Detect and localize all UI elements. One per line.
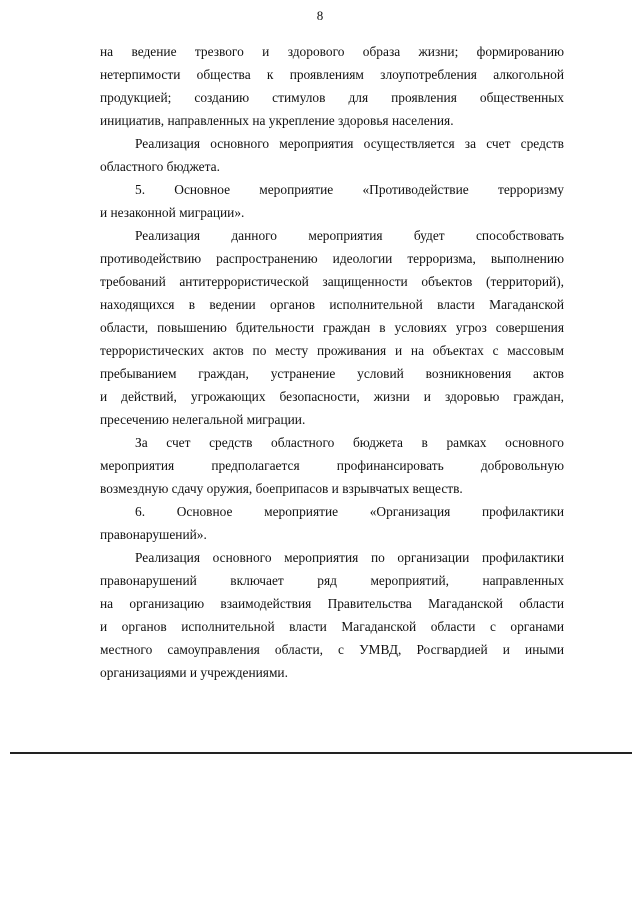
section-heading-6: 6. Основное мероприятие «Организация профилактики: [135, 504, 564, 519]
text-line: требований антитеррористической защищенности объектов (территорий),: [100, 274, 564, 289]
text-line: Реализация основного мероприятия осуществляется за счет средств: [135, 136, 564, 151]
text-line: пресечению нелегальной миграции.: [100, 412, 306, 427]
text-line: противодействию распространению идеологии терроризма, выполнению: [100, 251, 564, 266]
text-line: За счет средств областного бюджета в рамках основного: [135, 435, 564, 450]
text-line: пребыванием граждан, устранение условий возникновения актов: [100, 366, 564, 381]
text-line: инициатив, направленных на укрепление здоровья населения.: [100, 113, 454, 128]
text-line: областного бюджета.: [100, 159, 220, 174]
text-line: правонарушений включает ряд мероприятий, направленных: [100, 573, 564, 588]
text-line: террористических актов по месту проживания и на объектах с массовым: [100, 343, 564, 358]
text-line: на организацию взаимодействия Правительства Магаданской области: [100, 596, 564, 611]
text-line: на ведение трезвого и здорового образа жизни; формированию: [100, 44, 564, 59]
text-line: и органов исполнительной власти Магаданской области с органами: [100, 619, 564, 634]
text-line: и действий, угрожающих безопасности, жизни и здоровью граждан,: [100, 389, 564, 404]
text-line: возмездную сдачу оружия, боеприпасов и взрывчатых веществ.: [100, 481, 463, 496]
text-line: области, повышению бдительности граждан в условиях угроз совершения: [100, 320, 564, 335]
text-line: местного самоуправления области, с УМВД, Росгвардией и иными: [100, 642, 564, 657]
text-line: Реализация данного мероприятия будет способствовать: [135, 228, 564, 243]
text-line: мероприятия предполагается профинансировать добровольную: [100, 458, 564, 473]
section-heading-5: и незаконной миграции».: [100, 205, 245, 220]
text-line: нетерпимости общества к проявлениям злоупотребления алкогольной: [100, 67, 564, 82]
text-line: находящихся в ведении органов исполнительной власти Магаданской: [100, 297, 564, 312]
section-heading-5: 5. Основное мероприятие «Противодействие терроризму: [135, 182, 564, 197]
text-line: Реализация основного мероприятия по организации профилактики: [135, 550, 564, 565]
text-line: продукцией; созданию стимулов для проявления общественных: [100, 90, 564, 105]
bottom-rule: [10, 752, 632, 754]
section-heading-6: правонарушений».: [100, 527, 207, 542]
text-line: организациями и учреждениями.: [100, 665, 288, 680]
page-number: 8: [316, 8, 324, 23]
